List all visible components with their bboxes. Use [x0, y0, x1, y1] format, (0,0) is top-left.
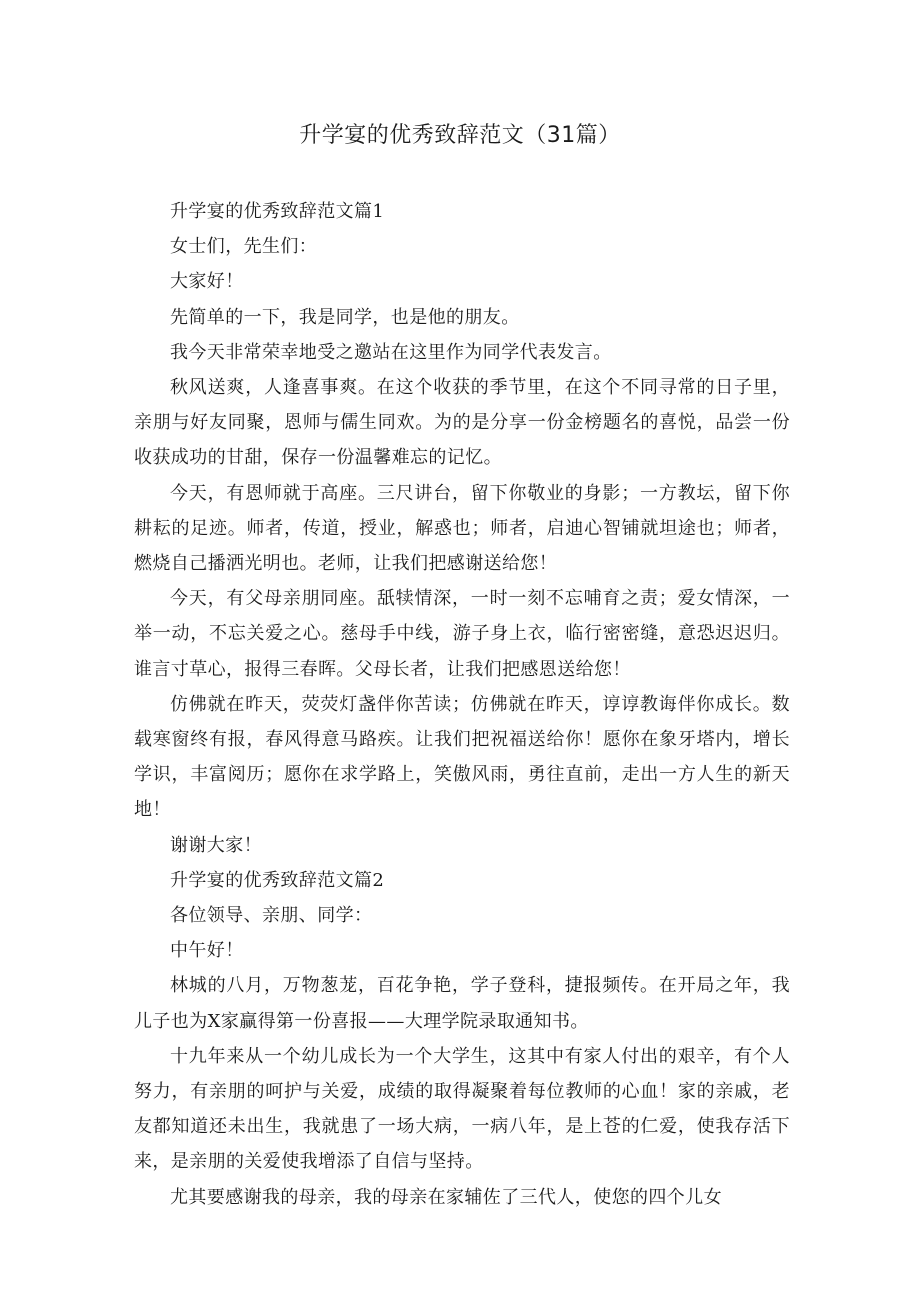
paragraph: 中午好！	[170, 940, 244, 962]
paragraph: 女士们，先生们：	[170, 236, 318, 258]
paragraph: 先简单的一下，我是同学，也是他的朋友。	[170, 306, 520, 328]
paragraph: 尤其要感谢我的母亲，我的母亲在家辅佐了三代人，使您的四个儿女	[170, 1186, 722, 1208]
paragraph: 秋风送爽，人逢喜事爽。在这个收获的季节里，在这个不同寻常的日子里，亲朋与好友同聚，恩师与儒生同欢。为的是分享一份金榜题名的喜悦，品尝一份收获成功的甘甜，保存一份温馨难忘的记忆。	[134, 377, 790, 469]
paragraph: 升学宴的优秀致辞范文篇1	[170, 201, 385, 222]
paragraph: 今天，有恩师就于高座。三尺讲台，留下你敬业的身影；一方教坛，留下你耕耘的足迹。师者，传道，授业，解惑也；师者，启迪心智铺就坦途也；师者，燃烧自己播洒光明也。老师，让我们把感谢送给您！	[134, 482, 790, 575]
paragraph: 各位领导、亲朋、同学：	[170, 905, 373, 927]
document-title: 升学宴的优秀致辞范文（31篇）	[299, 123, 621, 148]
paragraph: 谢谢大家！	[170, 834, 262, 856]
paragraph: 我今天非常荣幸地受之邀站在这里作为同学代表发言。	[170, 341, 612, 363]
paragraph: 仿佛就在昨天，荧荧灯盏伴你苦读；仿佛就在昨天，谆谆教诲伴你成长。数载寒窗终有报，春风得意马路疾。让我们把祝福送给你！愿你在象牙塔内，增长学识，丰富阅历；愿你在求学路上，笑傲风雨，勇往直前，走出一方人生的新天地！	[134, 693, 790, 821]
paragraph: 今天，有父母亲朋同座。舐犊情深，一时一刻不忘哺育之责；爱女情深，一举一动，不忘关爱之心。慈母手中线，游子身上衣，临行密密缝，意恐迟迟归。谁言寸草心，报得三春晖。父母长者，让我们把感恩送给您！	[134, 588, 790, 680]
paragraph: 大家好！	[170, 271, 244, 293]
document-body	[134, 194, 790, 1215]
paragraph: 升学宴的优秀致辞范文篇2	[170, 869, 385, 891]
paragraph: 林城的八月，万物葱茏，百花争艳，学子登科，捷报频传。在开局之年，我儿子也为X家赢得第一份喜报——大理学院录取通知书。	[134, 975, 790, 1032]
paragraph: 十九年来从一个幼儿成长为一个大学生，这其中有家人付出的艰辛，有个人努力，有亲朋的呵护与关爱，成绩的取得凝聚着每位教师的心血！家的亲戚，老友都知道还未出生，我就患了一场大病，一病八年，是上苍的仁爱，使我存活下来，是亲朋的关爱使我增添了自信与坚持。	[134, 1045, 790, 1173]
